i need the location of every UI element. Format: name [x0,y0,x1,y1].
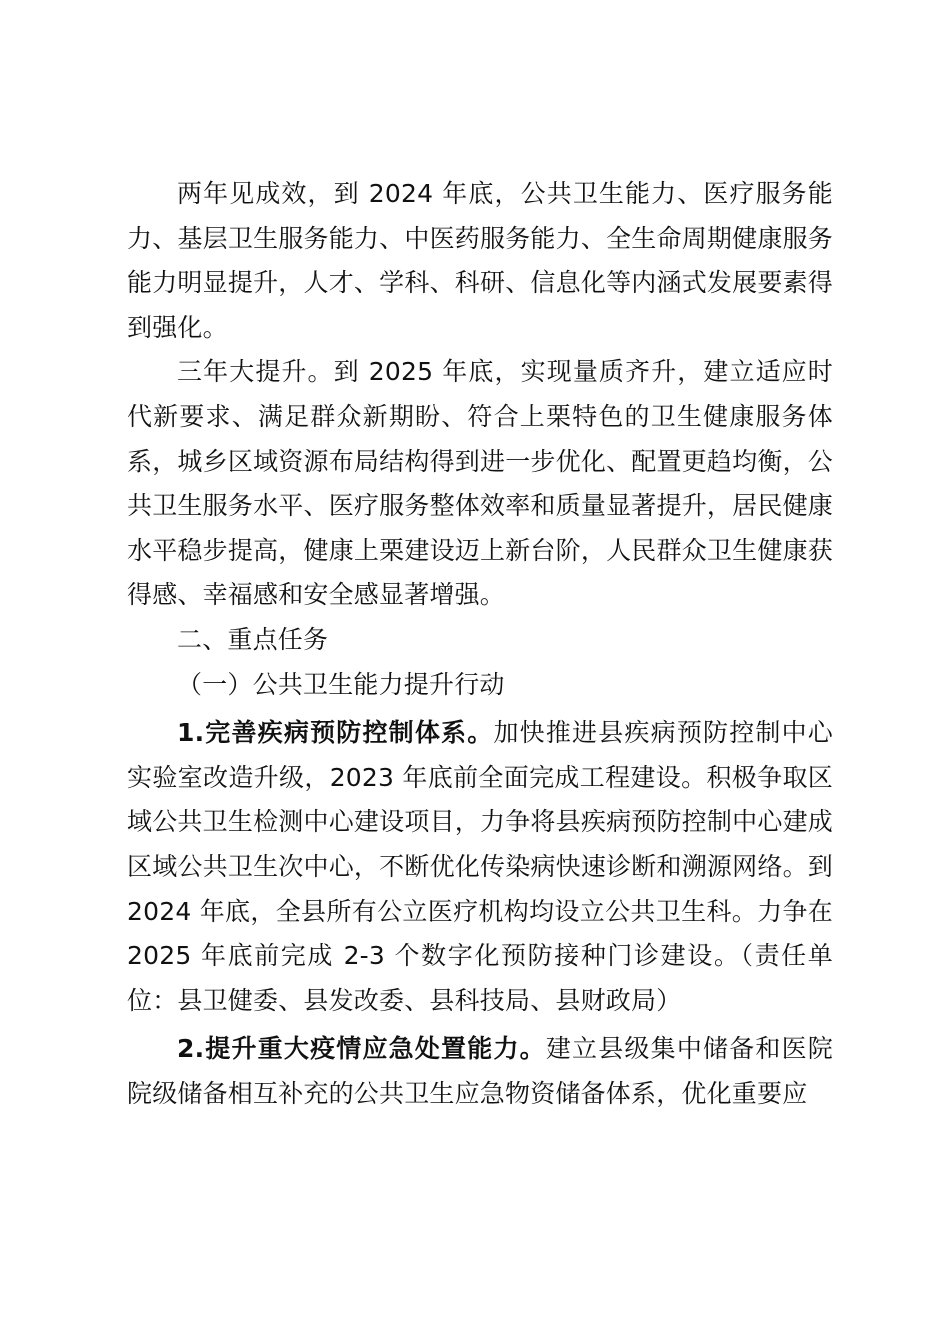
paragraph-three-year-goal: 三年大提升。到 2025 年底，实现量质齐升，建立适应时代新要求、满足群众新期盼、符合上栗特色的卫生健康服务体系，城乡区域资源布局结构得到进一步优化、配置更趋均衡，公共卫生服务水平、医疗服务整体效率和质量显著提升，居民健康水平稳步提高，健康上栗建设迈上新台阶，人民群众卫生健康获得感、幸福感和安全感显著增强。 [127,357,833,610]
task-item-body: 建立县级集中储备和医院院级储备相互补充的公共卫生应急物资储备体系，优化重要应 [127,1034,833,1108]
task-item-title: 1.完善疾病预防控制体系。 [177,718,494,748]
task-item-title: 2.提升重大疫情应急处置能力。 [177,1034,546,1064]
paragraph-two-year-goal: 两年见成效，到 2024 年底，公共卫生能力、医疗服务能力、基层卫生服务能力、中医药服务能力、全生命周期健康服务能力明显提升，人才、学科、科研、信息化等内涵式发展要素得到强化。 [127,179,833,342]
subsection-heading: （一）公共卫生能力提升行动 [177,669,505,699]
document-body [127,172,833,1116]
task-item-disease-control [127,711,833,1023]
section-heading: 二、重点任务 [177,624,329,654]
task-item-epidemic-response [127,1027,833,1116]
task-item-body: 加快推进县疾病预防控制中心实验室改造升级，2023 年底前全面完成工程建设。积极争取区域公共卫生检测中心建设项目，力争将县疾病预防控制中心建成区域公共卫生次中心，不断优化传染病快速诊断和溯源网络。到 2024 年底，全县所有公立医疗机构均设立公共卫生科。力争在 2025 年底前完成 2-3 个数字化预防接种门诊建设。（责任单位：县卫健委、县发改委、县科技局、县财政局） [127,718,833,1015]
